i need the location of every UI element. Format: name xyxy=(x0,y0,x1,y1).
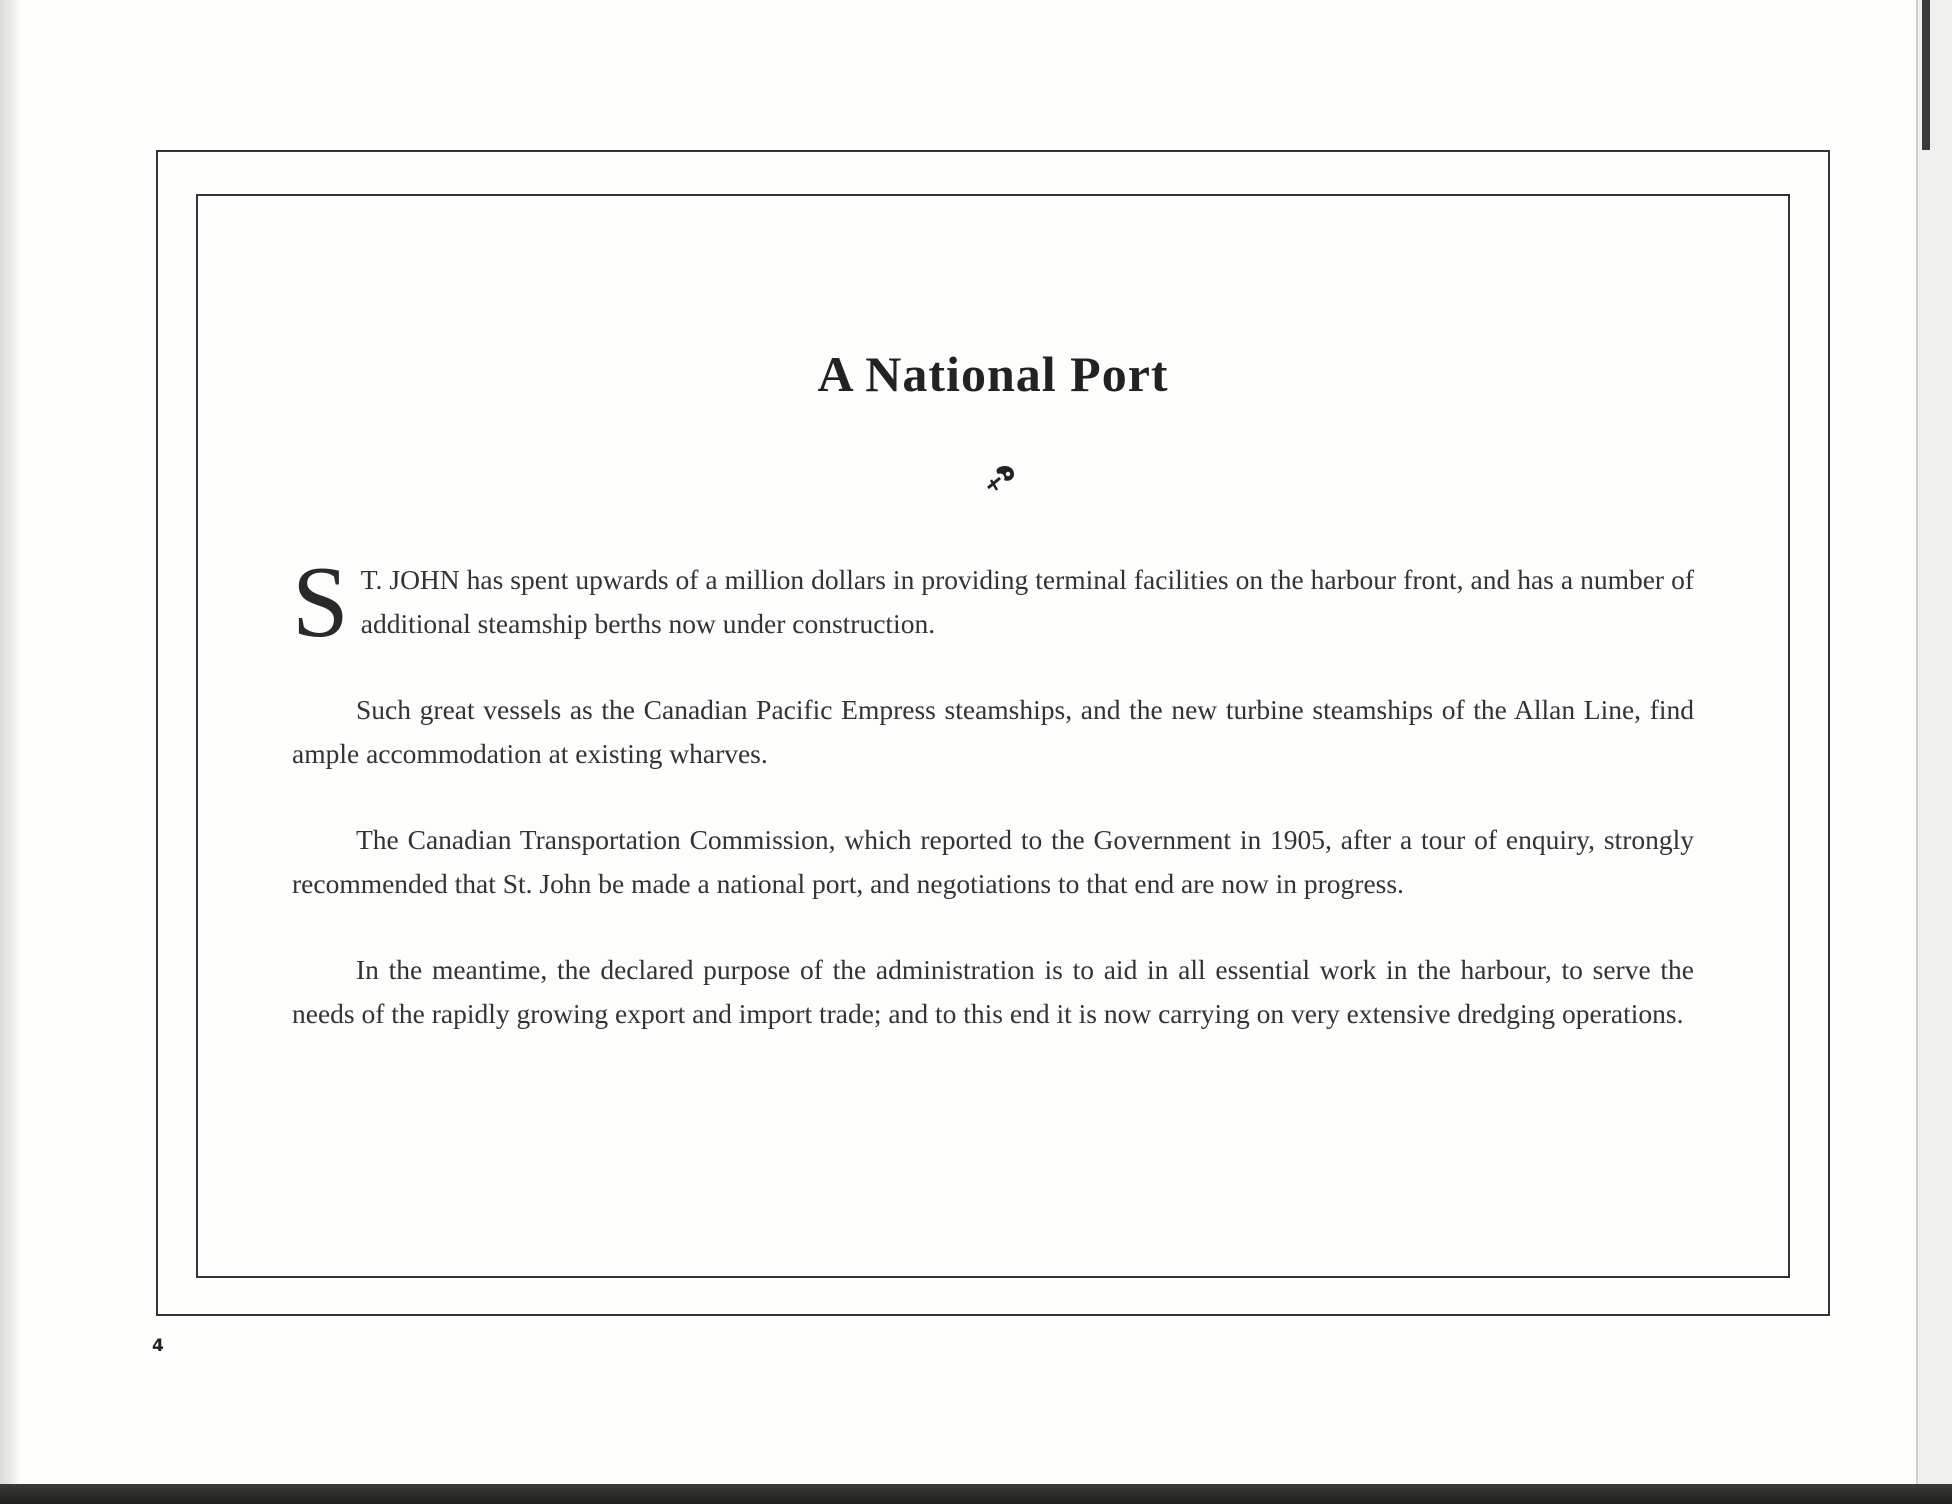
paragraph-1 xyxy=(292,546,1694,659)
body-text xyxy=(292,546,1694,1078)
paragraph-2: Such great vessels as the Canadian Pacific Empress steamships, and the new turbine steamships of the Allan Line, find ample accommodation at existing wharves. xyxy=(292,694,1694,769)
scan-right-edge xyxy=(1916,0,1952,1504)
page-title: A National Port xyxy=(817,346,1169,402)
page-number: 4 xyxy=(152,1336,164,1356)
paragraph-3: The Canadian Transportation Commission, which reported to the Government in 1905, after a tour of enquiry, strongly recommended that St. John be made a national port, and negotiations to that end are now in progress. xyxy=(292,824,1694,899)
scan-right-tab xyxy=(1922,0,1930,150)
scan-left-edge xyxy=(0,0,20,1504)
paragraph-4: In the meantime, the declared purpose of the administration is to aid in all essential work in the harbour, to serve the needs of the rapidly growing export and import trade; and to this end it is now carrying on very extensive dredging operations. xyxy=(292,954,1694,1029)
scan-bottom-edge xyxy=(0,1484,1952,1504)
paragraph-1-text: T. JOHN has spent upwards of a million dollars in providing terminal facilities on the harbour front, and has a number of additional steamship berths now under construction. xyxy=(360,564,1694,639)
drop-cap: S xyxy=(292,546,349,659)
floral-ornament-icon xyxy=(982,460,1022,500)
